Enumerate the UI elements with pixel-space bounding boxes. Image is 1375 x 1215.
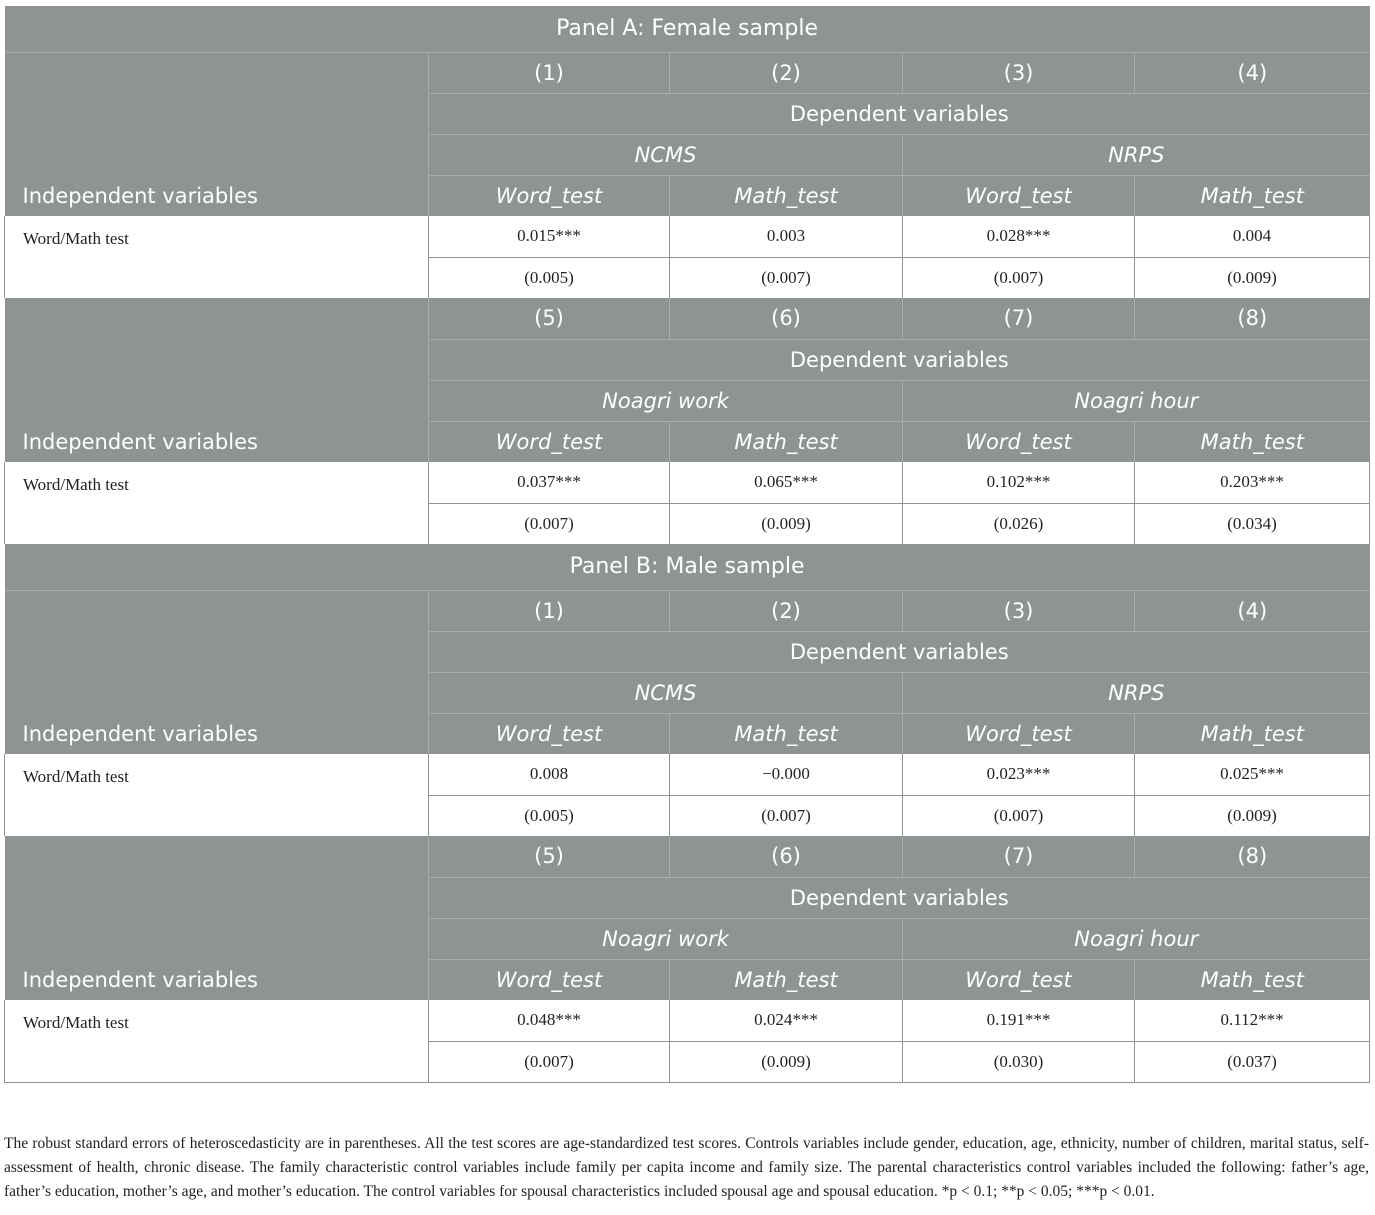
- dependent-variables-header: Dependent variables: [429, 877, 1370, 918]
- subheader-math-test: Math_test: [670, 959, 903, 1000]
- coefficient-cell: 0.048***: [429, 1000, 670, 1041]
- panel-b-header-row: [5, 544, 1370, 590]
- subheader-word-test: Word_test: [429, 959, 670, 1000]
- subheader-word-test: Word_test: [903, 421, 1135, 462]
- coefficient-cell: 0.037***: [429, 462, 670, 503]
- dependent-variables-header: Dependent variables: [429, 339, 1370, 380]
- subheader-word-test: Word_test: [903, 959, 1135, 1000]
- standard-error-cell: (0.030): [903, 1041, 1135, 1082]
- group-header-noagri-work: Noagri work: [429, 380, 903, 421]
- row-label: Word/Math test: [5, 754, 429, 836]
- standard-error-cell: (0.005): [429, 795, 670, 836]
- panel-a-header-row: [5, 6, 1370, 52]
- coefficient-cell: 0.024***: [670, 1000, 903, 1041]
- standard-error-cell: (0.037): [1135, 1041, 1370, 1082]
- coefficient-cell: 0.112***: [1135, 1000, 1370, 1041]
- standard-error-cell: (0.009): [1135, 257, 1370, 298]
- coefficient-cell: 0.102***: [903, 462, 1135, 503]
- column-number: (5): [429, 836, 670, 877]
- column-number: (6): [670, 298, 903, 339]
- dependent-variables-header: Dependent variables: [429, 93, 1370, 134]
- standard-error-cell: (0.034): [1135, 503, 1370, 544]
- column-number: (4): [1135, 52, 1370, 93]
- coefficient-cell: 0.008: [429, 754, 670, 795]
- coefficient-row: [5, 754, 1370, 795]
- subheader-math-test: Math_test: [670, 175, 903, 216]
- group-header-nrps: NRPS: [903, 672, 1370, 713]
- column-number: (4): [1135, 590, 1370, 631]
- group-header-ncms: NCMS: [429, 134, 903, 175]
- standard-error-cell: (0.007): [670, 257, 903, 298]
- subheader-word-test: Word_test: [429, 175, 670, 216]
- dependent-variables-header: Dependent variables: [429, 631, 1370, 672]
- regression-table-container: [4, 6, 1369, 1083]
- standard-error-cell: (0.009): [670, 1041, 903, 1082]
- column-number-row: [5, 52, 1370, 93]
- column-number: (8): [1135, 836, 1370, 877]
- standard-error-cell: (0.009): [670, 503, 903, 544]
- column-number-row: [5, 836, 1370, 877]
- group-header-noagri-hour: Noagri hour: [903, 918, 1370, 959]
- group-header-nrps: NRPS: [903, 134, 1370, 175]
- subheader-word-test: Word_test: [429, 421, 670, 462]
- column-number: (7): [903, 298, 1135, 339]
- group-header-noagri-hour: Noagri hour: [903, 380, 1370, 421]
- coefficient-cell: 0.028***: [903, 216, 1135, 257]
- table-footnote: The robust standard errors of heteroscedasticity are in parentheses. All the test scores are age-standardized test scores. Controls variables include gender, education, age, ethnicity, number of children, marital status, self-assessment of health, chronic disease. The family characteristic control variables include family per capita income and family size. The parental characteristics control variables included the following: father’s age, father’s education, mother’s age, and mother’s education. The control variables for spousal characteristics included spousal age and spousal education. *p < 0.1; **p < 0.05; ***p < 0.01.: [4, 1134, 1369, 1200]
- standard-error-cell: (0.007): [903, 795, 1135, 836]
- group-header-ncms: NCMS: [429, 672, 903, 713]
- subheader-math-test: Math_test: [1135, 713, 1370, 754]
- independent-variables-header: Independent variables: [5, 590, 429, 754]
- coefficient-cell: 0.191***: [903, 1000, 1135, 1041]
- independent-variables-header: Independent variables: [5, 836, 429, 1000]
- row-label: Word/Math test: [5, 1000, 429, 1082]
- standard-error-cell: (0.026): [903, 503, 1135, 544]
- column-number-row: [5, 590, 1370, 631]
- coefficient-cell: 0.065***: [670, 462, 903, 503]
- column-number: (2): [670, 590, 903, 631]
- column-number: (8): [1135, 298, 1370, 339]
- coefficient-cell: 0.203***: [1135, 462, 1370, 503]
- column-number: (1): [429, 52, 670, 93]
- coefficient-row: [5, 462, 1370, 503]
- subheader-math-test: Math_test: [1135, 421, 1370, 462]
- column-number-row: [5, 298, 1370, 339]
- panel-a-title: Panel A: Female sample: [5, 6, 1370, 52]
- regression-table: [4, 6, 1370, 1083]
- coefficient-cell: 0.023***: [903, 754, 1135, 795]
- coefficient-row: [5, 1000, 1370, 1041]
- column-number: (3): [903, 52, 1135, 93]
- coefficient-cell: 0.003: [670, 216, 903, 257]
- subheader-word-test: Word_test: [903, 175, 1135, 216]
- subheader-math-test: Math_test: [1135, 175, 1370, 216]
- coefficient-cell: 0.015***: [429, 216, 670, 257]
- subheader-word-test: Word_test: [429, 713, 670, 754]
- coefficient-cell: 0.025***: [1135, 754, 1370, 795]
- coefficient-row: [5, 216, 1370, 257]
- column-number: (7): [903, 836, 1135, 877]
- column-number: (2): [670, 52, 903, 93]
- coefficient-cell: 0.004: [1135, 216, 1370, 257]
- standard-error-cell: (0.007): [429, 503, 670, 544]
- row-label: Word/Math test: [5, 462, 429, 544]
- standard-error-cell: (0.007): [429, 1041, 670, 1082]
- standard-error-cell: (0.005): [429, 257, 670, 298]
- subheader-math-test: Math_test: [1135, 959, 1370, 1000]
- subheader-math-test: Math_test: [670, 421, 903, 462]
- independent-variables-header: Independent variables: [5, 298, 429, 462]
- row-label: Word/Math test: [5, 216, 429, 298]
- column-number: (1): [429, 590, 670, 631]
- column-number: (6): [670, 836, 903, 877]
- standard-error-cell: (0.009): [1135, 795, 1370, 836]
- independent-variables-header: Independent variables: [5, 52, 429, 216]
- coefficient-cell: −0.000: [670, 754, 903, 795]
- standard-error-cell: (0.007): [670, 795, 903, 836]
- column-number: (5): [429, 298, 670, 339]
- column-number: (3): [903, 590, 1135, 631]
- subheader-word-test: Word_test: [903, 713, 1135, 754]
- subheader-math-test: Math_test: [670, 713, 903, 754]
- panel-b-title: Panel B: Male sample: [5, 544, 1370, 590]
- group-header-noagri-work: Noagri work: [429, 918, 903, 959]
- standard-error-cell: (0.007): [903, 257, 1135, 298]
